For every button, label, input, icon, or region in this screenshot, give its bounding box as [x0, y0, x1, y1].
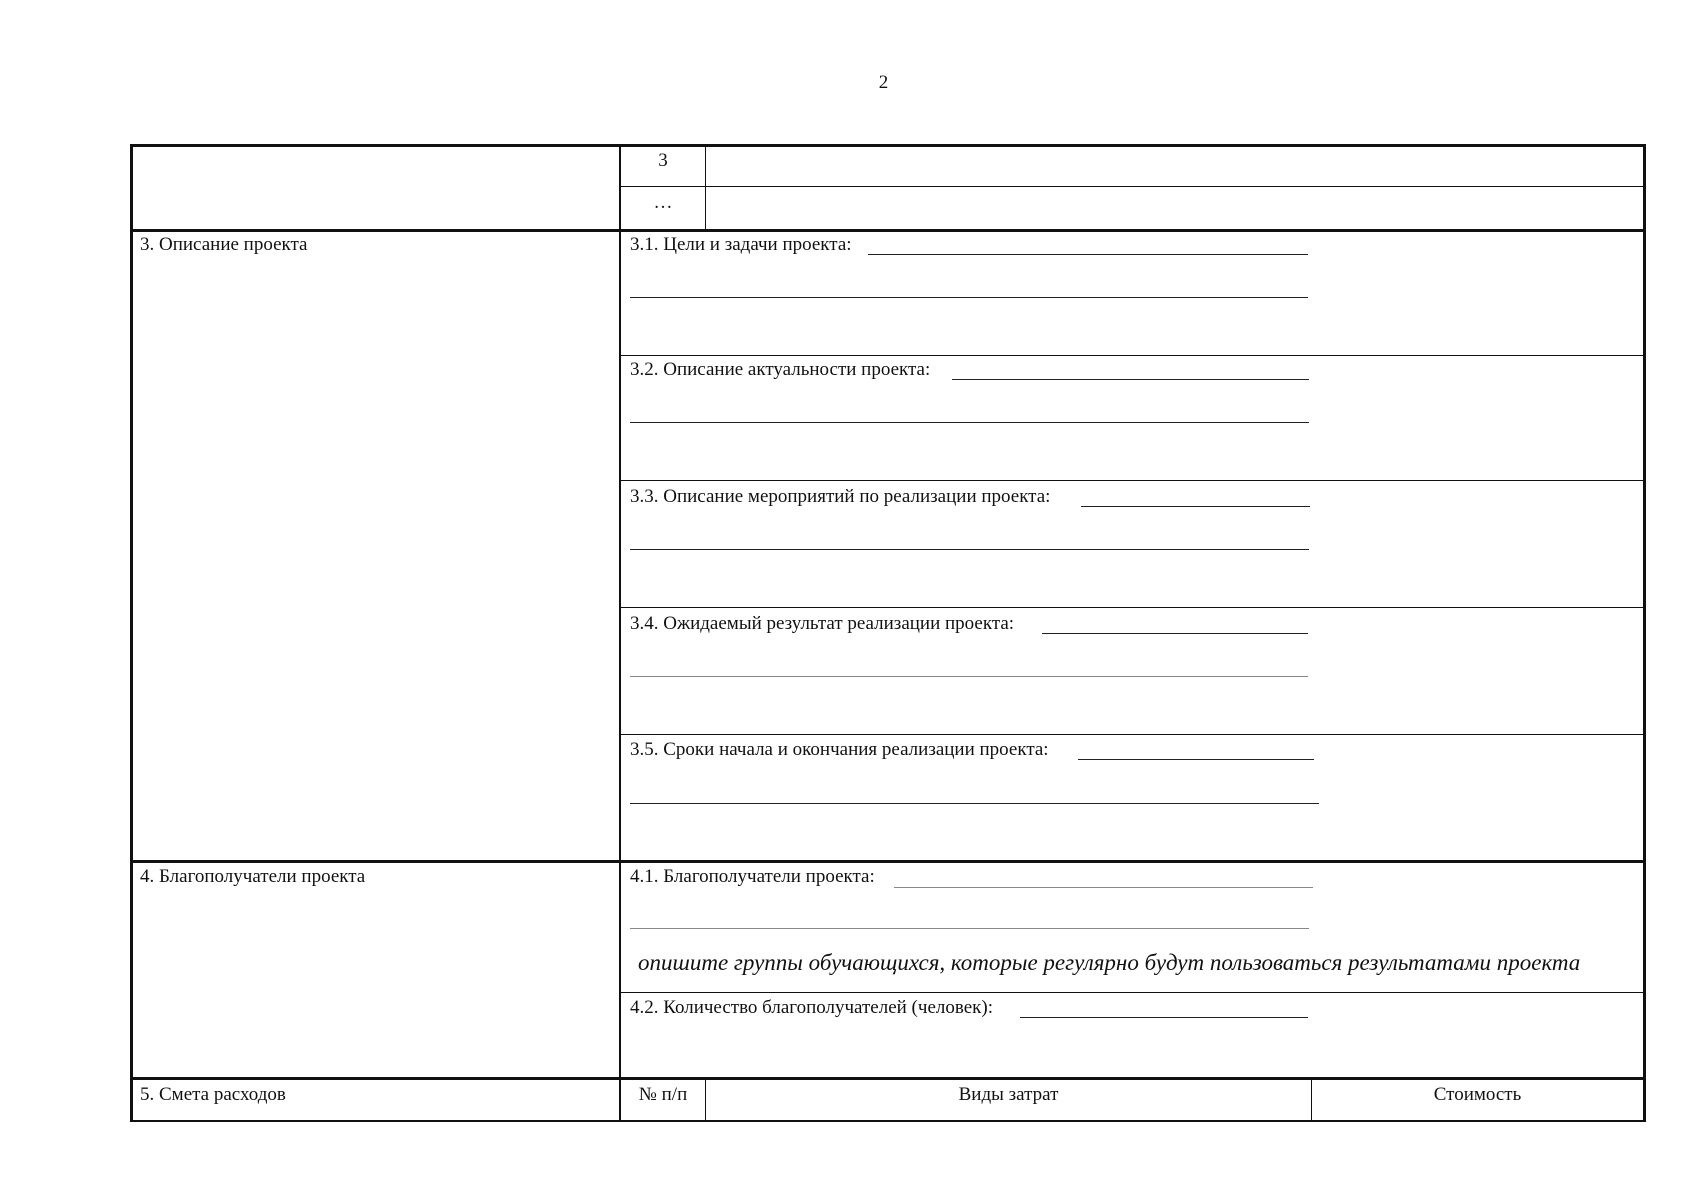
- activities-input-line[interactable]: [1081, 506, 1310, 507]
- timeline-label: 3.5. Сроки начала и окончания реализации проекта:: [630, 739, 1049, 760]
- row-divider: [620, 734, 1646, 735]
- top-row-field[interactable]: [706, 147, 1643, 186]
- section-4-label: 4. Благополучатели проекта: [140, 866, 366, 887]
- table-border-left: [130, 144, 133, 1122]
- goals-label: 3.1. Цели и задачи проекта:: [630, 234, 852, 255]
- row-divider: [620, 355, 1646, 356]
- beneficiaries-count-label: 4.2. Количество благополучателей (человек):: [630, 997, 993, 1018]
- section-divider: [130, 1077, 1646, 1080]
- beneficiaries-input-line-2[interactable]: [630, 928, 1309, 929]
- section-5-label: 5. Смета расходов: [140, 1084, 286, 1105]
- row-divider: [620, 480, 1646, 481]
- column-header-cost: Стоимость: [1433, 1084, 1522, 1105]
- expected-result-label: 3.4. Ожидаемый результат реализации проекта:: [630, 613, 1015, 634]
- relevance-label: 3.2. Описание актуальности проекта:: [630, 359, 931, 380]
- table-border-bottom: [130, 1120, 1646, 1122]
- section-divider: [130, 860, 1646, 863]
- beneficiaries-hint: опишите группы обучающихся, которые регулярно будут пользоваться результатами проекта: [638, 950, 1581, 975]
- row-divider: [620, 607, 1646, 608]
- section-3-label: 3. Описание проекта: [140, 234, 308, 255]
- relevance-input-line-2[interactable]: [630, 422, 1309, 423]
- timeline-input-line[interactable]: [1078, 759, 1314, 760]
- top-row-field[interactable]: [706, 187, 1643, 229]
- goals-input-line[interactable]: [868, 254, 1308, 255]
- column-divider: [619, 144, 621, 1122]
- activities-input-line-2[interactable]: [630, 549, 1309, 550]
- section-divider: [130, 229, 1646, 232]
- project-application-form: [130, 144, 1646, 1123]
- column-header-number: № п/п: [638, 1084, 688, 1105]
- row-number: 3: [658, 150, 668, 171]
- column-header-cost-type: Виды затрат: [958, 1084, 1059, 1105]
- row-number: …: [653, 192, 673, 213]
- table-border-right: [1643, 144, 1646, 1122]
- beneficiaries-label: 4.1. Благополучатели проекта:: [630, 866, 875, 887]
- expected-result-input-line-2[interactable]: [630, 676, 1308, 677]
- goals-input-line-2[interactable]: [630, 297, 1308, 298]
- timeline-input-line-2[interactable]: [630, 803, 1319, 804]
- beneficiaries-count-input-line[interactable]: [1020, 1017, 1308, 1018]
- page-number: 2: [878, 72, 889, 93]
- activities-label: 3.3. Описание мероприятий по реализации проекта:: [630, 486, 1051, 507]
- beneficiaries-input-line[interactable]: [894, 887, 1313, 888]
- expected-result-input-line[interactable]: [1042, 633, 1308, 634]
- relevance-input-line[interactable]: [952, 379, 1309, 380]
- row-divider: [620, 992, 1646, 993]
